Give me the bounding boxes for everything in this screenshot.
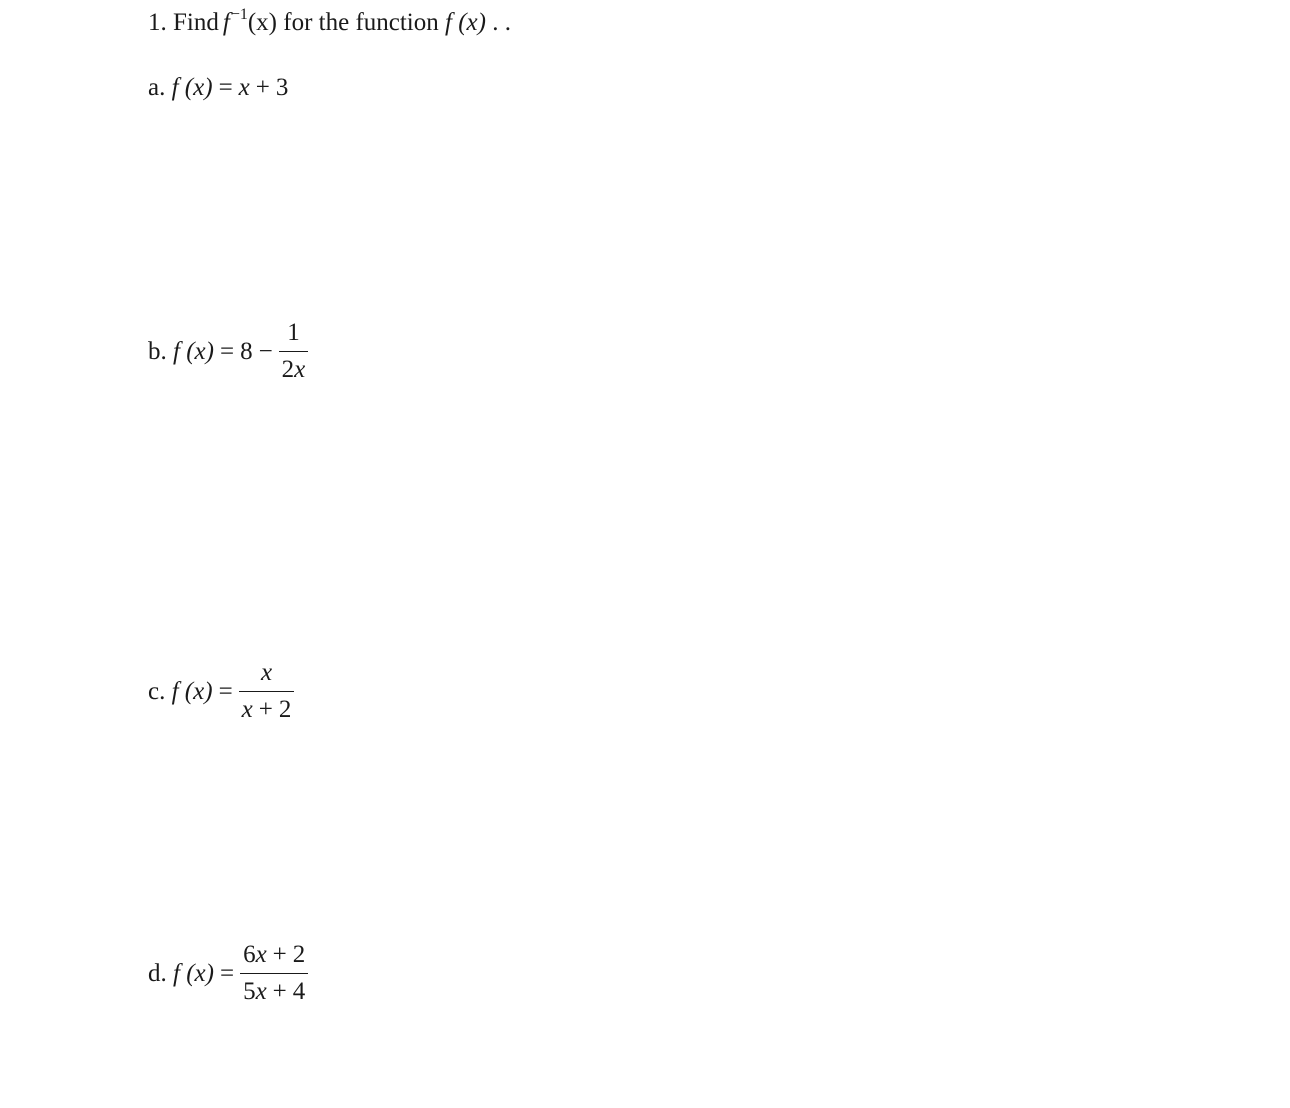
inverse-superscript: −1 <box>230 6 248 23</box>
inverse-function-symbol: f <box>222 9 230 36</box>
part-d-den-const: 4 <box>292 978 306 1005</box>
question-heading <box>148 6 511 36</box>
part-c-den-const: 2 <box>278 696 292 723</box>
part-d-num-plus: + <box>272 941 287 968</box>
question-trailing-dots: . . <box>492 9 511 36</box>
part-b-lhs: f (x) <box>173 338 214 366</box>
part-d <box>148 942 308 1009</box>
part-a-lhs: f (x) <box>171 74 213 101</box>
part-c-lhs: f (x) <box>171 678 213 706</box>
part-c-numerator: x <box>239 658 295 692</box>
question-find-word: Find <box>173 9 219 36</box>
part-b <box>148 320 308 387</box>
part-b-numerator: 1 <box>279 318 309 352</box>
part-b-den-coef: 2 <box>281 356 295 383</box>
part-a-label: a. <box>148 74 166 101</box>
part-b-fraction <box>279 318 309 385</box>
question-function-name: f (x) <box>445 9 486 36</box>
part-c <box>148 660 294 727</box>
part-d-num-coef: 6 <box>243 941 256 968</box>
part-c-den-var: x <box>241 696 253 723</box>
part-d-den-plus: + <box>272 978 287 1005</box>
part-b-den-var: x <box>294 356 306 383</box>
part-a-variable: x <box>238 74 250 101</box>
part-d-fraction <box>240 940 308 1007</box>
part-d-numerator <box>240 940 308 974</box>
part-c-den-plus: + <box>258 696 273 723</box>
question-mid-text: for the function <box>283 9 439 36</box>
part-a-equals: = <box>218 74 233 101</box>
part-d-equals: = <box>219 960 235 988</box>
part-b-label: b. <box>148 338 167 366</box>
part-d-num-var: x <box>255 941 267 968</box>
part-d-den-var: x <box>255 978 267 1005</box>
part-d-lhs: f (x) <box>173 960 214 988</box>
part-b-whole: 8 <box>240 338 253 366</box>
part-b-equals: = <box>219 338 235 366</box>
part-a-constant: 3 <box>275 74 289 101</box>
part-d-denominator <box>240 974 308 1007</box>
part-a <box>148 75 288 100</box>
part-b-minus: − <box>258 338 273 366</box>
part-d-num-const: 2 <box>292 941 306 968</box>
question-number: 1. <box>148 9 167 36</box>
part-c-label: c. <box>148 678 166 706</box>
inverse-argument: (x) <box>247 9 277 36</box>
part-c-fraction <box>239 658 295 725</box>
part-d-den-coef: 5 <box>243 978 256 1005</box>
part-d-label: d. <box>148 960 167 988</box>
part-c-equals: = <box>218 678 233 706</box>
part-a-plus: + <box>255 74 270 101</box>
part-c-denominator <box>239 692 295 725</box>
part-b-denominator <box>279 352 309 385</box>
